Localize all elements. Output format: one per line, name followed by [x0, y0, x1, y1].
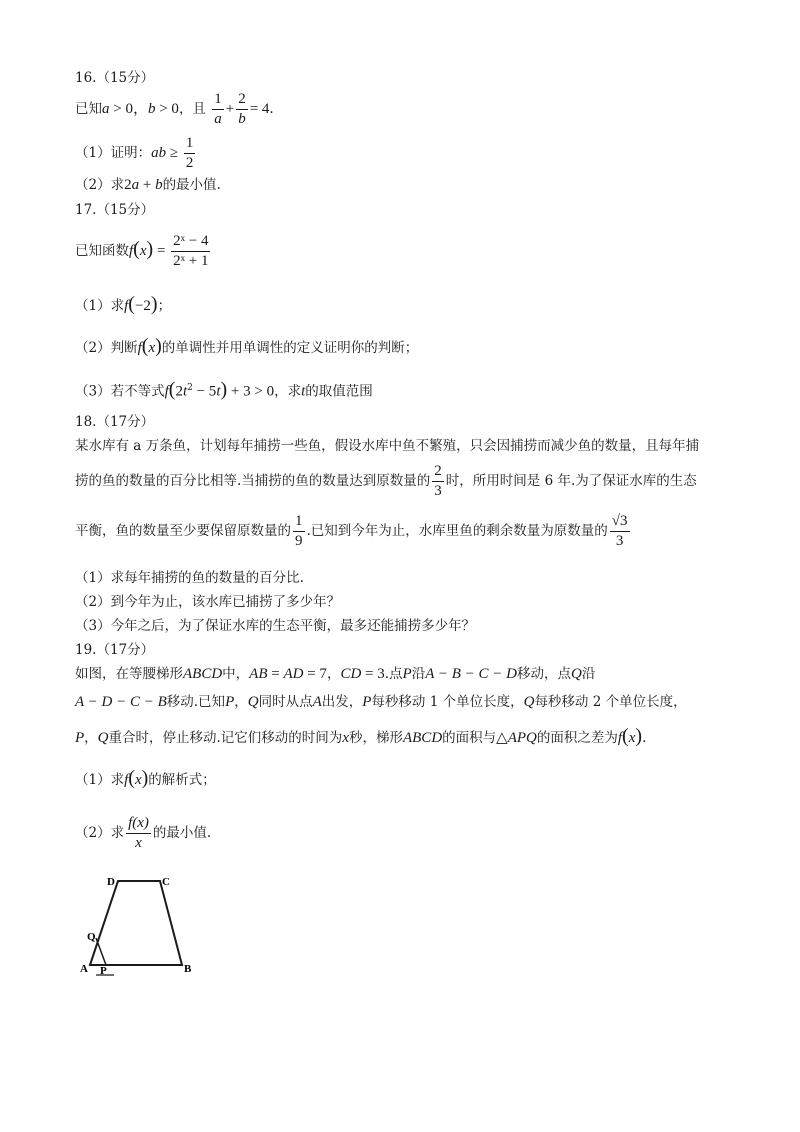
label-d: D [107, 876, 115, 888]
q16-frac2: $\frac{2}{b}$ [238, 91, 246, 127]
q19-header: 19.（17分） [75, 642, 155, 658]
q16-part1: （1）证明：ab ≥ $\frac{1}{2}$ [75, 135, 194, 171]
q19-line3: P，Q重合时，停止移动.记它们移动的时间为x秒，梯形ABCD的面积与△APQ的面积之差为f(x). [75, 725, 647, 747]
q18-part2: （2）到今年为止，该水库已捕捞了多少年？ [75, 594, 341, 610]
label-c: C [162, 876, 170, 888]
q17-header: 17.（15分） [75, 202, 155, 218]
q18-line2: 捞的鱼的数量的百分比相等.当捕捞的鱼的数量达到原数量的 $\frac{2}{3}$ 时，所用时间是 6 年.为了保证水库的生态 [75, 463, 697, 499]
q19-line2: A − D − C − B移动.已知P，Q同时从点A出发，P每秒移动 1 个单位长度，Q每秒移动 2 个单位长度， [75, 694, 687, 710]
q18-line1: 某水库有 a 万条鱼，计划每年捕捞一些鱼，假设水库中鱼不繁殖，只会因捕捞而减少鱼的数量，且每年捕 [75, 438, 700, 454]
trapezoid-abcd [90, 881, 182, 965]
q18-part1: （1）求每年捕捞的鱼的数量的百分比. [75, 570, 304, 586]
q19-part2: （2）求 $\frac{f(x)}{x}$ 的最小值. [75, 815, 212, 851]
q16-stem: 已知a > 0，b > 0，且 $\frac{1}{a}$ + $\frac{2}{b}$ = 4. [75, 91, 274, 127]
label-a: A [80, 963, 88, 975]
label-b: B [184, 963, 192, 975]
q16-header: 16.（15分） [75, 70, 155, 86]
q19-line1: 如图，在等腰梯形ABCD中，AB = AD = 7，CD = 3.点P沿A − B − C − D移动，点Q沿 [75, 666, 596, 682]
label-q: Q [87, 931, 96, 943]
q16-part2: （2）求2a + b的最小值. [75, 177, 221, 193]
q17-frac: $\frac{\text{2ˣ − 4}}{\text{2ˣ + 1}}$ [173, 233, 209, 269]
q18-part3: （3）今年之后，为了保证水库的生态平衡，最多还能捕捞多少年？ [75, 618, 476, 634]
segment-pq [96, 938, 106, 965]
q16-frac1: $\frac{1}{a}$ [214, 91, 222, 127]
q18-header: 18.（17分） [75, 414, 155, 430]
label-p: P [100, 965, 107, 977]
q17-stem: 已知函数f(x) = $\frac{\text{2ˣ − 4}}{\text{2ˣ + 1}}$ [75, 233, 209, 269]
q18-line3: 平衡，鱼的数量至少要保留原数量的 $\frac{1}{9}$ .已知到今年为止，水库里鱼的剩余数量为原数量的 $\frac{√3}{3}$ [75, 513, 628, 549]
trapezoid-figure [70, 868, 210, 988]
q19-part1: （1）求f(x)的解析式； [75, 767, 216, 789]
q17-part2: （2）判断f(x)的单调性并用单调性的定义证明你的判断； [75, 335, 419, 357]
q17-part3: （3）若不等式$f(2t^2 - 5t) + 3 > 0$，求t的取值范围 [75, 378, 373, 401]
q17-part1: （1）求f(−2)； [75, 293, 172, 315]
